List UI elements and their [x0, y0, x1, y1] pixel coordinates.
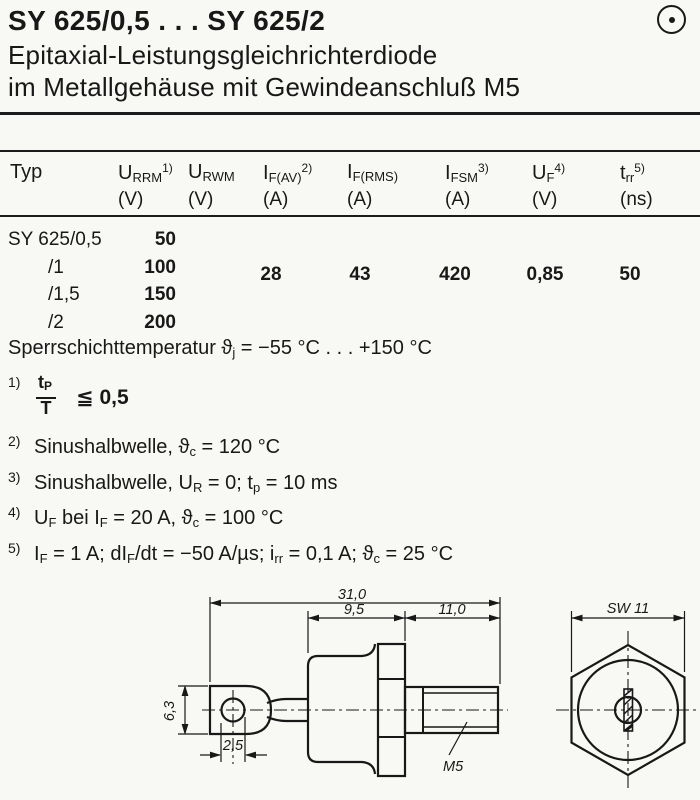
- relation-value: 0,5: [99, 386, 129, 409]
- trr-value: 50: [619, 264, 641, 285]
- footnote-5: [8, 540, 453, 566]
- col-header-urrm: $U_{RRM}^{1)}$: [118, 161, 173, 185]
- footnote-marker: 3): [8, 469, 21, 485]
- footnote-4: [8, 504, 283, 530]
- table-header-rule: [0, 215, 700, 217]
- footnote-marker: 1): [8, 374, 21, 390]
- circle-dot-icon-center: [669, 17, 675, 23]
- type-cell: /2: [48, 312, 64, 333]
- subtitle-line-1: Epitaxial-Leistungsgleichrichterdiode: [8, 40, 438, 70]
- diode-end-view-drawing: [556, 611, 699, 789]
- junction-temperature-line: Sperrschichttemperatur $ϑ_j = -55$ °C . . . +150 °C: [8, 337, 432, 360]
- circle-dot-icon: [657, 5, 686, 34]
- ifsm-value: 420: [439, 264, 471, 285]
- footnote-text: Sinushalbwelle, $U_R = 0$; $t_p = 10$ ms: [34, 472, 338, 495]
- col-header-urwm: $U_{RWM}$: [188, 161, 235, 184]
- dim-label-tab-width: 6,3: [162, 700, 178, 722]
- footnote-text: $I_F = 1$ A; $dI_F/dt = -50$ A/µs; $i_{rr} = 0,1$ A; $ϑ_c = 25$ °C: [34, 543, 454, 566]
- footnote-marker: 2): [8, 433, 21, 449]
- relation-symbol: ≦: [76, 386, 94, 409]
- subtitle-line-2: im Metallgehäuse mit Gewindeanschluß M5: [8, 72, 521, 102]
- urrm-value: 100: [144, 257, 176, 278]
- col-unit-ifav: (A): [263, 189, 289, 210]
- col-unit-urwm: (V): [188, 189, 214, 210]
- col-unit-uf: (V): [532, 189, 558, 210]
- col-unit-trr: (ns): [620, 189, 653, 210]
- dim-label-body-length: 9,5: [343, 602, 365, 618]
- col-header-uf: $U_F^{4)}$: [532, 161, 566, 185]
- urrm-value: 150: [144, 284, 176, 305]
- urrm-value: 200: [144, 312, 176, 333]
- body-cylinder: [308, 644, 375, 774]
- ifav-value: 28: [260, 264, 282, 285]
- footnote-text: Sinushalbwelle, $ϑ_c = 120$ °C: [34, 436, 281, 459]
- hex-flange-facets: [378, 679, 405, 737]
- page-title: SY 625/0,5 . . . SY 625/2: [8, 5, 326, 36]
- type-cell: /1,5: [48, 284, 80, 305]
- divider-rule-top: [0, 112, 700, 115]
- footnote-text: $U_F$ bei $I_F = 20$ A, $ϑ_c = 100$ °C: [34, 507, 284, 530]
- col-header-ifav: $I_{F(AV)}^{2)}$: [263, 161, 313, 185]
- footnote-1-fraction: [36, 373, 56, 418]
- footnote-marker: 4): [8, 504, 21, 520]
- package-outline-drawing: [0, 585, 700, 800]
- fraction-denominator: T: [40, 398, 52, 418]
- type-cell: SY 625/0,5: [8, 229, 102, 250]
- dim-label-overall-length: 31,0: [337, 587, 367, 603]
- col-unit-ifrms: (A): [347, 189, 373, 210]
- table-top-rule: [0, 150, 700, 152]
- col-header-ifsm: $I_{FSM}^{3)}$: [445, 161, 489, 185]
- uf-value: 0,85: [526, 264, 564, 285]
- footnote-marker: 5): [8, 540, 21, 556]
- urrm-value: 50: [154, 229, 176, 250]
- footnote-3: [8, 469, 337, 495]
- col-header-typ: Typ: [10, 161, 43, 183]
- fraction-numerator: $t_P$: [36, 373, 56, 399]
- thread-size-label: M5: [443, 759, 464, 775]
- dim-label-thread-length: 11,0: [438, 602, 466, 618]
- col-unit-ifsm: (A): [445, 189, 471, 210]
- ifrms-value: 43: [349, 264, 371, 285]
- footnote-2: [8, 433, 280, 459]
- type-cell: /1: [48, 257, 64, 278]
- dim-label-hole-diameter: 2,5: [222, 738, 244, 754]
- dim-label-wrench-size: SW 11: [606, 601, 650, 617]
- col-unit-urrm: (V): [118, 189, 144, 210]
- col-header-ifrms: $I_{F(RMS)}$: [347, 161, 399, 184]
- footnote-1-condition: [76, 385, 129, 410]
- col-header-trr: $t_{rr}^{5)}$: [620, 161, 645, 185]
